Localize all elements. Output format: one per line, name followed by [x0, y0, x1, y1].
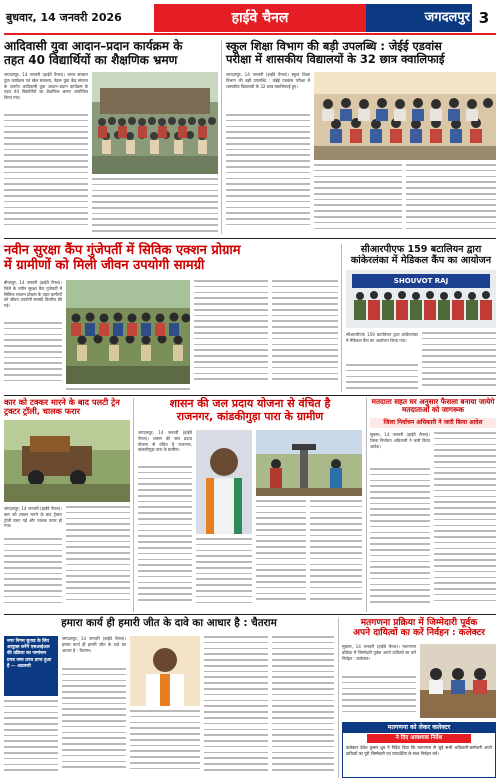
story3-lead: बीजापुर, 14 जनवरी (हाईवे चैनल)। जिले के नवीन सुरक्षा कैंप गुंजेपर्ती में सिविक एक्शन प्रोग्राम के तहत ग्रामीणों को जीवन उपयोगी सामग्री वितरित की गई। — [4, 280, 62, 309]
story5-photo — [4, 420, 130, 502]
story4-body-2 — [422, 332, 496, 392]
column-divider-3 — [133, 398, 134, 612]
story3-body — [4, 322, 62, 390]
story8-sidebar-box: नगर निगम चुनाव के लिए आयुक्त करेंगे एसआईआर की प्रक्रिया का नामांकन प्रपत्र जमा प्रपत्र प्राप्त हुआ है — अटलजी — [4, 636, 58, 696]
story4-photo — [346, 270, 496, 328]
story2-photo — [314, 72, 496, 160]
story4-headline-line1: सीआरपीएफ 159 बटालियन द्वारा — [360, 244, 482, 255]
story3-photo-caption — [66, 388, 190, 392]
story6-body — [138, 466, 192, 610]
story8-body — [62, 668, 126, 778]
edition-city — [366, 4, 496, 32]
story8-headline: हमारा कार्य ही हमारी जीत के दावे का आधार है : चैतराम — [61, 617, 277, 629]
story9-info-box — [342, 722, 496, 778]
story1-photo — [92, 72, 218, 174]
story3-headline — [4, 244, 338, 274]
story3-headline-line2: में ग्रामीणों को मिली जीवन उपयोगी सामग्री — [4, 257, 205, 273]
story5-headline — [4, 398, 130, 417]
story8-body-2 — [130, 710, 200, 778]
column-divider — [221, 40, 222, 234]
story6-lead: जगदलपुर, 14 जनवरी (हाईवे चैनल)। शासन की जल प्रदाय योजना से वंचित है राजनगर, कांडकीगुड़ा पारा के ग्रामीण। — [138, 430, 192, 453]
story5-headline-line2: ट्रक्टर ट्रॉली, चालक फरार — [4, 406, 80, 417]
edition-city-label: जगदलपुर — [424, 10, 470, 25]
story9-lead: सुकमा, 14 जनवरी (हाईवे चैनल)। मतगणना प्रक्रिया में जिम्मेदारी पूर्वक अपने दायित्वों का करें निर्वहन : कलेक्टर। — [342, 644, 416, 661]
column-divider-2 — [341, 244, 342, 392]
story6-headline — [138, 398, 362, 423]
story9-body — [342, 676, 416, 718]
story4-body — [346, 364, 418, 392]
story5-headline-line1: कार को टक्कर मारने के बाद पलटी ट्रेन — [4, 397, 120, 407]
story2-body-2 — [314, 164, 402, 234]
section-divider-3 — [4, 614, 496, 615]
story6-photo-water — [256, 430, 362, 496]
story2-headline-line1: स्कूल शिक्षा विभाग की बड़ी उपलब्धि : जेईई एडवांस — [226, 39, 442, 53]
story9-headline-line1: मतगणना प्रक्रिया में जिम्मेदारी पूर्वक — [360, 618, 478, 628]
story9-photo — [420, 644, 496, 718]
story7-subhead: जिला निर्वाचन अधिकारी ने जारी किया आदेश — [370, 418, 496, 428]
story7-headline — [370, 398, 496, 415]
story9-box-title: मतगणना को लेकर कलेक्टर — [343, 723, 495, 733]
story6-headline-line1: शासन की जल प्रदाय योजना से वंचित है — [169, 397, 331, 410]
story1-lead: जगदलपुर, 14 जनवरी (हाईवे चैनल)। भारत सरकार युवा कार्यक्रम एवं खेल मंत्रालय, नेहरू युवा केंद्र संगठन के अंतर्गत आदिवासी युवा आदान–प्रदान कार्यक्रम के तहत 40 विद्यार्थियों का शैक्षणिक भ्रमण आयोजित किया गया। — [4, 72, 88, 101]
header-rule — [4, 33, 496, 35]
story4-headline-line2: कांकेरलंका में मेडिकल कैंप का आयोजन — [350, 255, 492, 267]
story5-body — [4, 538, 62, 610]
story2-lead: जगदलपुर, 14 जनवरी (हाईवे चैनल)। स्कूल शिक्षा विभाग की बड़ी उपलब्धि : जेईई एडवांस परीक्षा में शासकीय विद्यालयों के 32 छात्र क्वालिफाई हुए। — [226, 72, 310, 89]
section-divider-1 — [4, 238, 496, 239]
story9-headline-line2: अपने दायित्वों का करें निर्वहन : कलेक्टर — [353, 628, 485, 639]
story2-headline — [226, 40, 496, 66]
story8-body-3 — [204, 636, 268, 778]
story1-headline — [4, 40, 218, 68]
story7-headline-line1: मतदाता सहत घर अनुसार फैसला बनाया जायेगे — [371, 397, 495, 406]
story2-body — [226, 114, 310, 234]
story2-headline-line2: परीक्षा में शासकीय विद्यालयों के 32 छात्र क्वालिफाई — [226, 52, 445, 67]
story1-headline-line2: तहत 40 विद्यार्थियों का शैक्षणिक भ्रमण — [4, 52, 178, 67]
story6-body-3 — [256, 500, 306, 610]
story6-body-2 — [196, 538, 252, 610]
story8-lead: जगदलपुर, 14 जनवरी (हाईवे चैनल)। हमारा कार्य ही हमारी जीत के दावे का आधार है : चैतराम। — [62, 636, 126, 653]
story2-body-3 — [406, 164, 496, 234]
story1-headline-line1: आदिवासी युवा आदान–प्रदान कार्यक्रम के — [4, 39, 183, 53]
section-divider-2 — [4, 395, 496, 396]
story4-banner-text: SHOUVOT RAJ — [393, 277, 449, 285]
story4-headline — [346, 244, 496, 266]
section-name: हाईवे चैनल — [154, 4, 366, 32]
page-number: 3 — [472, 4, 496, 32]
story7-headline-line2: मतदाताओं को जागरूक — [401, 405, 465, 415]
story7-lead: सुकमा, 14 जनवरी (हाईवे चैनल)। जिला निर्वाचन अधिकारी ने जारी किया आदेश। — [370, 432, 430, 449]
column-divider-4 — [366, 398, 367, 612]
story3-body-2 — [194, 280, 268, 390]
story8-body-4 — [272, 636, 334, 778]
story6-photo-portrait — [196, 430, 252, 534]
story5-lead: जगदलपुर, 14 जनवरी (हाईवे चैनल)। कार को टक्कर मारने के बाद ट्रैक्टर ट्रॉली पलट गई और चालक फरार हो गया। — [4, 506, 62, 529]
story7-body-2 — [434, 432, 496, 610]
column-divider-5 — [338, 618, 339, 778]
story5-body-2 — [66, 506, 130, 610]
story3-headline-line1: नवीन सुरक्षा कैंप गुंजेपर्ती में सिविक एक्शन प्रोग्राम — [4, 243, 241, 258]
story8-photo — [130, 636, 200, 706]
story6-headline-line2: राजनगर, कांडकीगुड़ा पारा के ग्रामीण — [176, 409, 324, 423]
story1-body-2 — [92, 178, 218, 234]
story7-body — [370, 468, 430, 610]
story3-photo — [66, 280, 190, 384]
page-header — [4, 4, 496, 32]
story9-box-subtitle: ने दिए आवश्यक निर्देश — [367, 734, 471, 743]
story4-lead: सीआरपीएफ 159 बटालियन द्वारा कांकेरलंका में मेडिकल कैंप का आयोजन किया गया। — [346, 332, 418, 343]
story6-body-4 — [310, 500, 362, 610]
story9-box-text: कलेक्टर देवेश कुमार ध्रुव ने निर्देश दिया कि मतगणना से जुड़े सभी अधिकारी-कर्मचारी अपने दायित्वों का पूरी जिम्मेदारी एवं पारदर्शिता के साथ निर्वहन करें। — [346, 745, 492, 756]
story1-body — [4, 114, 88, 234]
issue-date: बुधवार, 14 जनवरी 2026 — [4, 4, 154, 32]
story3-body-3 — [272, 280, 338, 390]
story8-sidebar-body — [4, 700, 58, 778]
story9-headline — [342, 618, 496, 639]
